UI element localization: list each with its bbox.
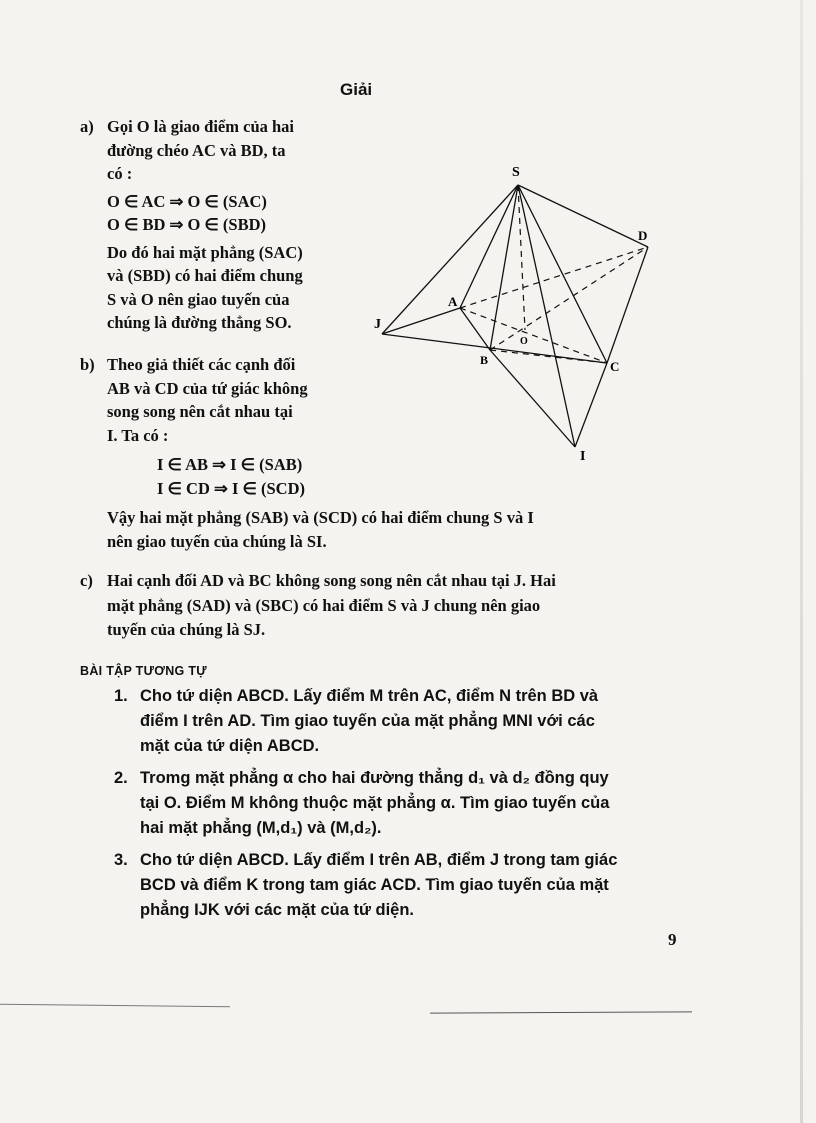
part-c-label: c) — [80, 571, 93, 590]
part-b-line: Vậy hai mặt phẳng (SAB) và (SCD) có hai điểm chung S và I — [107, 508, 534, 527]
part-a-line: chúng là đường thẳng SO. — [107, 313, 292, 332]
label-B: B — [480, 353, 489, 367]
exercise-line: Cho tứ diện ABCD. Lấy điểm I trên AB, điểm J trong tam giác — [140, 851, 618, 869]
edge-DC — [607, 247, 648, 363]
part-a-line: Gọi O là giao điểm của hai — [107, 117, 295, 136]
part-a-line: đường chéo AC và BD, ta — [107, 140, 286, 160]
label-O: O — [520, 336, 528, 347]
hidden-BD — [490, 247, 648, 350]
label-S: S — [512, 165, 520, 180]
part-b-line: Theo giả thiết các cạnh đối — [107, 355, 296, 374]
part-a-line: và (SBD) có hai điểm chung — [107, 266, 303, 285]
edge-SB — [490, 185, 518, 350]
part-a-label: a) — [80, 117, 94, 136]
label-C: C — [610, 359, 620, 374]
page-edge — [800, 0, 803, 1123]
exercise-line: Tromg mặt phẳng α cho hai đường thẳng d₁ và d₂ đồng quy — [140, 769, 609, 787]
edge-CI — [575, 363, 607, 447]
exercise-line: BCD và điểm K trong tam giác ACD. Tìm giao tuyến của mặt — [140, 876, 609, 894]
exercise-line: mặt của tứ diện ABCD. — [140, 737, 320, 755]
label-I: I — [580, 449, 586, 464]
part-b-line: I. Ta có : — [107, 425, 169, 445]
part-c-line: tuyến của chúng là SJ. — [107, 620, 266, 639]
hidden-SO — [518, 185, 525, 330]
exercise-number: 2. — [114, 769, 128, 787]
exercise-number: 1. — [114, 687, 128, 705]
exercise-line: hai mặt phẳng (M,d₁) và (M,d₂). — [140, 819, 382, 837]
edge-SI — [518, 185, 575, 447]
page-number: 9 — [668, 930, 677, 949]
pyramid-figure — [370, 160, 670, 470]
edge-AB — [460, 308, 490, 350]
part-a-line: S và O nên giao tuyến của — [107, 289, 290, 309]
hidden-BC — [490, 350, 607, 363]
part-a-line: Do đó hai mặt phẳng (SAC) — [107, 242, 303, 262]
exercise-line: phẳng IJK với các mặt của tứ diện. — [140, 901, 414, 919]
part-b-line: I ∈ AB ⇒ I ∈ (SAB) — [157, 455, 303, 474]
part-b-line: song song nên cắt nhau tại — [107, 402, 293, 421]
label-D: D — [638, 228, 648, 243]
edge-JC — [382, 334, 607, 363]
part-a-line: O ∈ AC ⇒ O ∈ (SAC) — [107, 191, 267, 211]
part-c-line: Hai cạnh đối AD và BC không song song nên cắt nhau tại J. Hai — [107, 571, 556, 590]
edge-SD — [518, 185, 648, 247]
part-c-line: mặt phẳng (SAD) và (SBC) có hai điểm S và J chung nên giao — [107, 595, 541, 615]
edge-BI — [490, 350, 575, 447]
exercise-line: Cho tứ diện ABCD. Lấy điểm M trên AC, điểm N trên BD và — [140, 687, 599, 705]
edge-SA — [460, 185, 518, 308]
part-b-line: nên giao tuyến của chúng là SI. — [107, 531, 327, 551]
scan-rule-left — [0, 1004, 230, 1007]
label-A: A — [448, 294, 458, 309]
edge-SC — [518, 185, 607, 363]
part-b-label: b) — [80, 355, 95, 374]
exercise-line: điểm I trên AD. Tìm giao tuyến của mặt phẳng MNI với các — [140, 712, 595, 730]
part-a-line: có : — [107, 164, 133, 183]
section-title: Giải — [340, 80, 373, 99]
part-a-line: O ∈ BD ⇒ O ∈ (SBD) — [107, 215, 266, 234]
scan-rule-right — [430, 1011, 692, 1013]
exercise-number: 3. — [114, 851, 128, 869]
exercises-heading: BÀI TẬP TƯƠNG TỰ — [80, 664, 207, 678]
exercise-line: tại O. Điểm M không thuộc mặt phẳng α. Tìm giao tuyến của — [140, 794, 610, 812]
label-J: J — [374, 317, 381, 332]
part-b-line: I ∈ CD ⇒ I ∈ (SCD) — [157, 478, 305, 498]
part-b-line: AB và CD của tứ giác không — [107, 378, 308, 398]
